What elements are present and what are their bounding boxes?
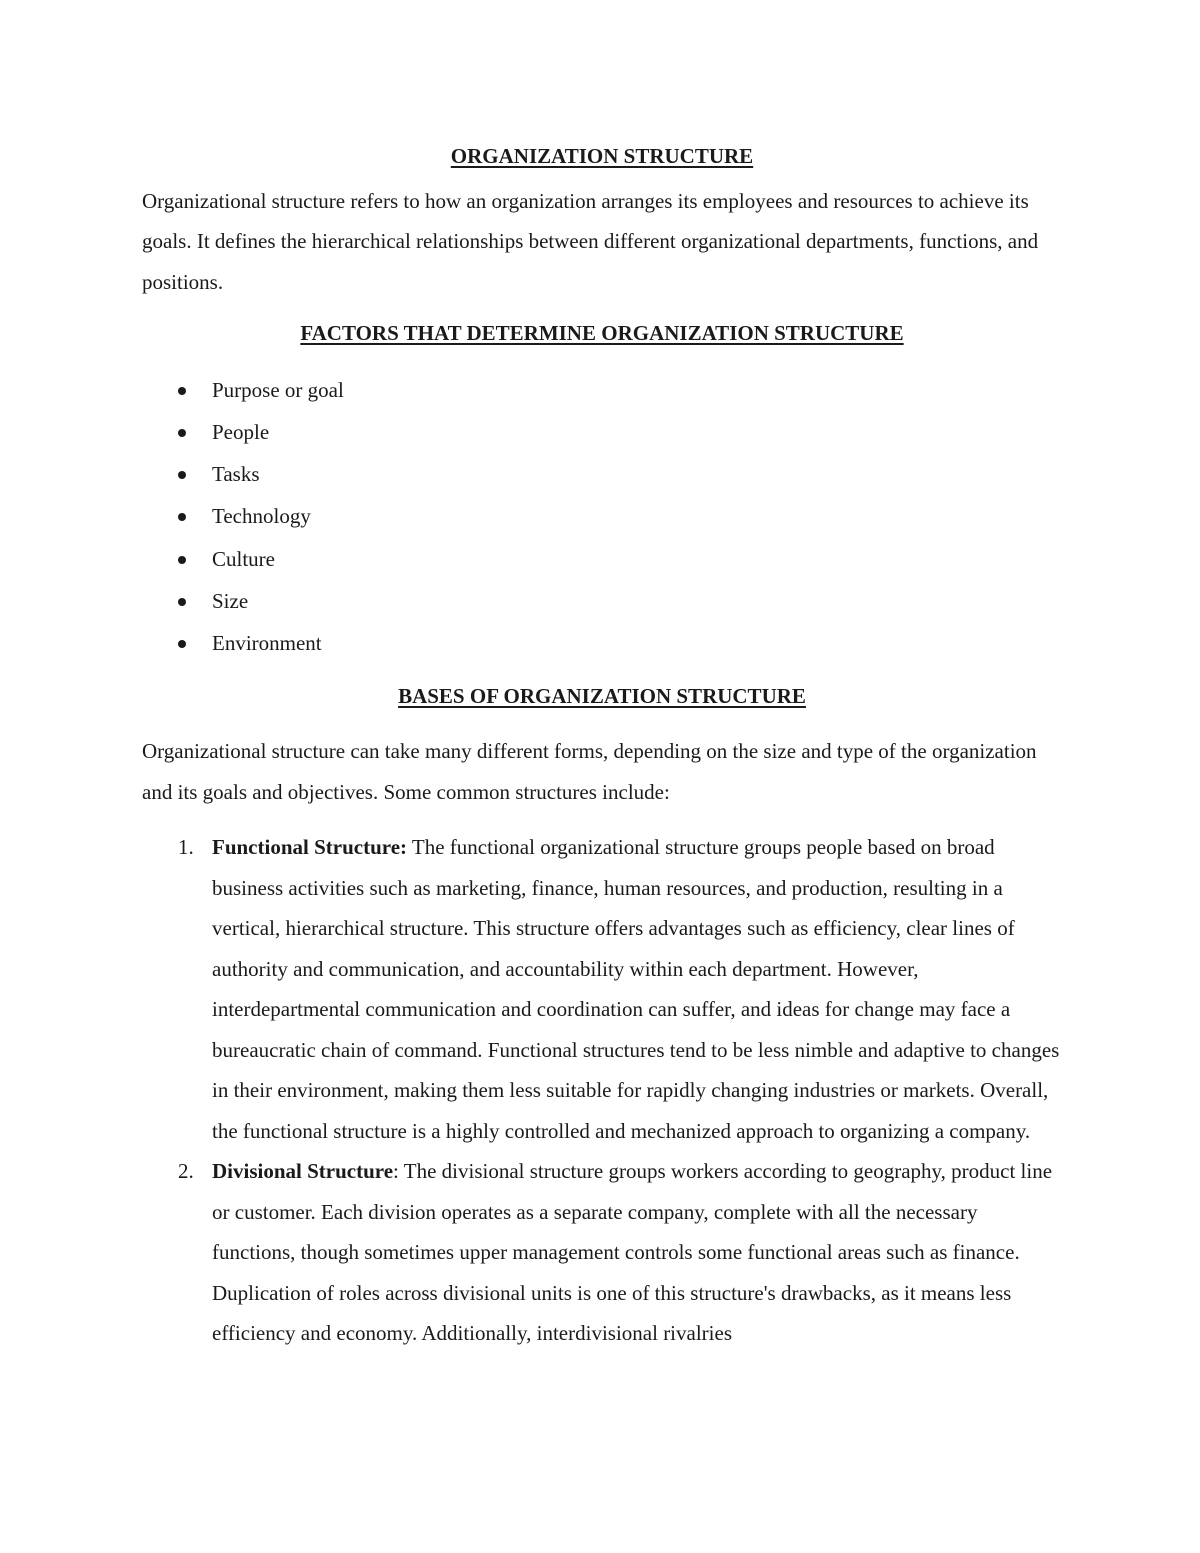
- factor-label: People: [212, 419, 270, 444]
- bullet-icon: [178, 387, 186, 395]
- factor-label: Environment: [212, 631, 322, 656]
- bases-intro-paragraph: Organizational structure can take many different forms, depending on the size and type of the organization and its goals and objectives. Some common structures include:: [142, 739, 1037, 804]
- list-item: [142, 411, 1062, 453]
- structure-description: The functional organizational structure groups people based on broad business activities such as marketing, finance, human resources, and production, resulting in a vertical, hierarchical structure. This structure offers advantages such as efficiency, clear lines of authority and communication, and accountability within each department. However, interdepartmental communication and coordination can suffer, and ideas for change may face a bureaucratic chain of command. Functional structures tend to be less nimble and adaptive to changes in their environment, making them less suitable for rapidly changing industries or markets. Overall, the functional structure is a highly controlled and mechanized approach to organizing a company.: [212, 835, 1060, 1143]
- factor-label: Technology: [212, 504, 311, 529]
- structure-description: : The divisional structure groups workers according to geography, product line or customer. Each division operates as a separate company, complete with all the necessary functions, though sometimes upper management controls some functional areas such as finance. Duplication of roles across divisional units is one of this structure's drawbacks, as it means less efficiency and economy. Additionally, interdivisional rivalries: [212, 1159, 1053, 1346]
- page-title: ORGANIZATION STRUCTURE: [450, 144, 754, 168]
- bullet-icon: [178, 471, 186, 479]
- list-item: [142, 622, 1062, 664]
- bullet-icon: [178, 513, 186, 521]
- list-item: [142, 453, 1062, 495]
- structure-name: Divisional Structure: [212, 1159, 394, 1184]
- factors-heading: FACTORS THAT DETERMINE ORGANIZATION STRUCTURE: [300, 321, 904, 345]
- item-number: 2.: [178, 1159, 194, 1184]
- list-item: [142, 538, 1062, 580]
- bases-heading: BASES OF ORGANIZATION STRUCTURE: [398, 683, 806, 708]
- item-number: 1.: [178, 835, 194, 860]
- bullet-icon: [178, 429, 186, 437]
- list-item: [142, 827, 1062, 1151]
- structure-name: Functional Structure:: [212, 835, 408, 860]
- list-item: [142, 580, 1062, 622]
- intro-paragraph: Organizational structure refers to how an organization arranges its employees and resources to achieve its goals. It defines the hierarchical relationships between different organizational departments, functions, and positions.: [142, 188, 1039, 294]
- bullet-icon: [178, 598, 186, 606]
- factor-label: Size: [212, 588, 249, 613]
- list-item: [142, 495, 1062, 537]
- factor-label: Purpose or goal: [212, 377, 344, 402]
- bullet-icon: [178, 556, 186, 564]
- factors-list: [142, 369, 1062, 665]
- bullet-icon: [178, 640, 186, 648]
- factor-label: Culture: [212, 546, 275, 571]
- factor-label: Tasks: [212, 462, 260, 487]
- document-body: [142, 136, 1062, 1354]
- list-item: [142, 1151, 1062, 1354]
- structures-list: [142, 827, 1062, 1354]
- list-item: [142, 369, 1062, 411]
